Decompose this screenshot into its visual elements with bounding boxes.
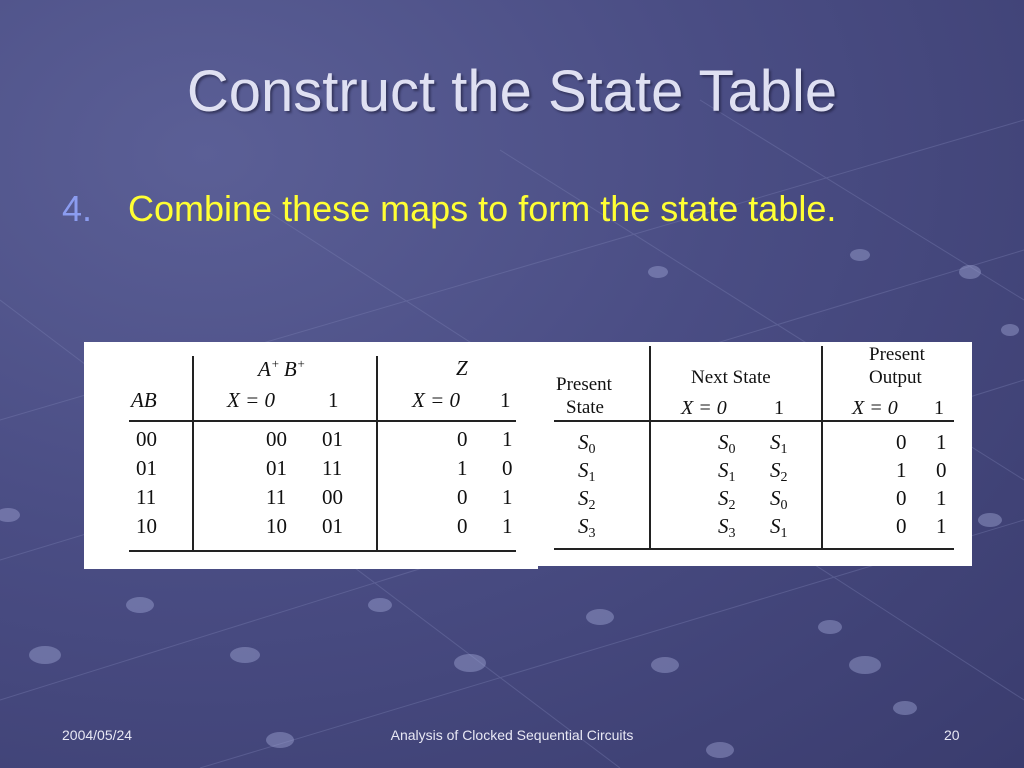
table-divider bbox=[192, 356, 194, 552]
x0-header: X = 0 bbox=[852, 397, 898, 419]
x0-header: X = 0 bbox=[412, 388, 460, 412]
ab-header: AB bbox=[131, 388, 157, 412]
x1-header: 1 bbox=[500, 388, 511, 412]
table-rule bbox=[129, 550, 516, 552]
x0-header: X = 0 bbox=[227, 388, 275, 412]
output-header: Z bbox=[456, 356, 468, 380]
table-rule bbox=[554, 548, 954, 550]
present-state-header-2: State bbox=[566, 397, 604, 418]
present-output-header-1: Present bbox=[869, 344, 925, 365]
x1-header: 1 bbox=[328, 388, 339, 412]
table-rule bbox=[554, 420, 954, 422]
binary-state-table: A+ B+ Z AB X = 0 1 X = 0 1 00 00 01 0 1 01 01 11 1 0 11 11 00 0 1 10 10 01 0 1 bbox=[84, 342, 538, 569]
x1-header: 1 bbox=[774, 397, 784, 419]
footer-date: 2004/05/24 bbox=[62, 727, 133, 743]
table-divider bbox=[376, 356, 378, 552]
table-divider bbox=[821, 346, 823, 550]
bullet-item bbox=[62, 188, 836, 230]
page-number: 20 bbox=[944, 727, 960, 743]
next-state-header: A+ B+ bbox=[258, 356, 306, 381]
symbolic-state-table: Present State Next State Present Output X = 0 1 X = 0 1 $S_0$ $S_0$ $S_1$ 0 1 $S_1$ $S_1$ $S_2$ 1 0 $S_2$ $S_2$ $S_0$ 0 1 $S_3$ $S_3$ $S_1$ 0 1 bbox=[536, 342, 972, 566]
footer-title: Analysis of Clocked Sequential Circuits bbox=[390, 727, 634, 743]
next-state-header: Next State bbox=[691, 367, 771, 388]
table-rule bbox=[129, 420, 516, 422]
x1-header: 1 bbox=[934, 397, 944, 419]
present-output-header-2: Output bbox=[869, 367, 922, 388]
present-state-header-1: Present bbox=[556, 374, 612, 395]
bullet-number: 4. bbox=[62, 188, 93, 229]
x0-header: X = 0 bbox=[681, 397, 727, 419]
bullet-text: Combine these maps to form the state table. bbox=[128, 188, 837, 229]
table-divider bbox=[649, 346, 651, 550]
slide-title: Construct the State Table bbox=[186, 59, 838, 124]
